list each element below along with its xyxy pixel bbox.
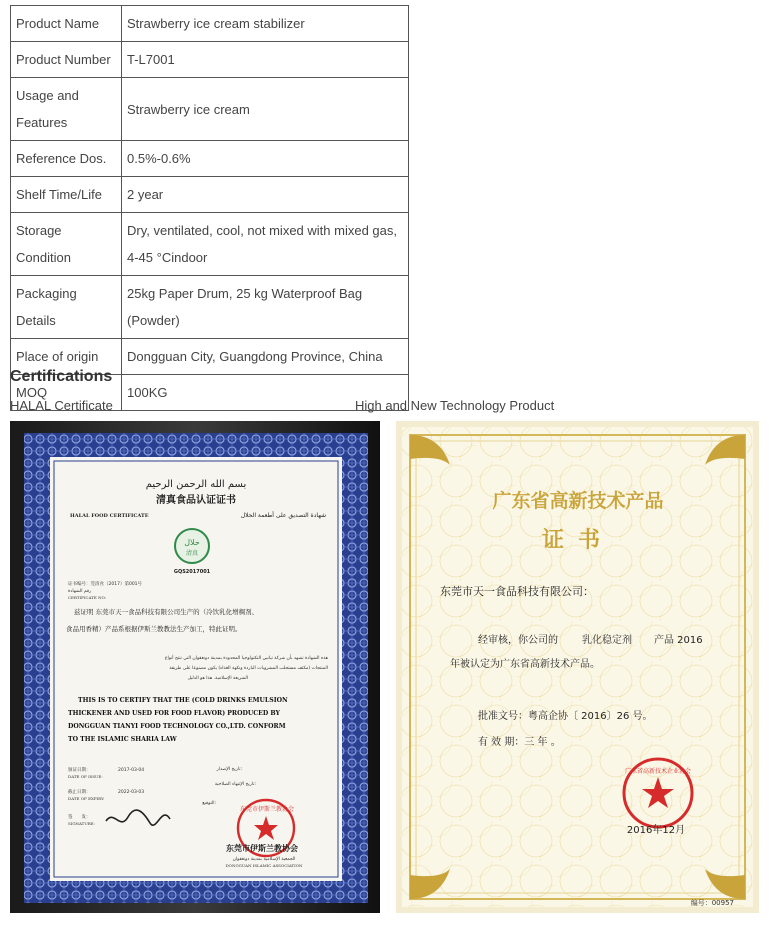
spec-row (11, 42, 409, 78)
halal-certificate-label: HALAL Certificate (10, 398, 113, 413)
svg-text:清真: 清真 (185, 550, 199, 557)
svg-text:东莞市天一食品科技有限公司：: 东莞市天一食品科技有限公司： (440, 585, 594, 598)
svg-text:签 发：: 签 发： (68, 815, 91, 820)
svg-text:产品 2016: 产品 2016 (654, 635, 703, 646)
svg-text:颁证日期：: 颁证日期： (68, 768, 91, 773)
high-tech-certificate-image[interactable] (396, 421, 759, 913)
spec-row (11, 78, 409, 141)
spec-row (11, 276, 409, 339)
svg-text:SIGNATURE:: SIGNATURE: (68, 821, 96, 826)
svg-text:东莞市伊斯兰教协会: 东莞市伊斯兰教协会 (239, 806, 295, 813)
svg-text:有 效 期：三 年 。: 有 效 期：三 年 。 (478, 737, 561, 748)
spec-value: 25kg Paper Drum, 25 kg Waterproof Bag (Powder) (122, 276, 409, 339)
high-tech-certificate-label: High and New Technology Product (355, 398, 555, 413)
svg-text:DATE OF ISSUE:: DATE OF ISSUE: (68, 774, 103, 779)
svg-text:الشريعة الإسلامية. هذا هو الدل: الشريعة الإسلامية. هذا هو الدليل (187, 676, 248, 681)
svg-text:年被认定为广东省高新技术产品。: 年被认定为广东省高新技术产品。 (450, 659, 600, 670)
spec-key: Storage Condition (11, 213, 122, 276)
spec-key: Reference Dos. (11, 141, 122, 177)
svg-text:هذه الشهادة تشهد بأن شركة تيان: هذه الشهادة تشهد بأن شركة تيانيي التكنولوجيا المحدودة بمدينة دونغقوان التي تنتج أنواع (164, 656, 328, 661)
svg-text:证书: 证书 (541, 527, 615, 553)
spec-row (11, 141, 409, 177)
svg-text:DONGGUAN TIANYI FOOD TECHNOLOG: DONGGUAN TIANYI FOOD TECHNOLOGY CO.,LTD. CONFORM (68, 723, 286, 730)
svg-text:DATE OF EXPIRY:: DATE OF EXPIRY: (68, 796, 105, 801)
svg-text:编号：00957: 编号：00957 (690, 899, 734, 907)
svg-text:2017-03-04: 2017-03-04 (118, 768, 145, 773)
svg-text:广东省高新技术产品: 广东省高新技术产品 (492, 490, 664, 512)
svg-text:东莞市伊斯兰教协会: 东莞市伊斯兰教协会 (226, 844, 298, 853)
svg-text:التوقيع:: التوقيع: (202, 801, 216, 806)
svg-text:رقم الشهادة: رقم الشهادة (68, 589, 92, 594)
spec-key: Usage and Features (11, 78, 122, 141)
svg-text:兹证明 东莞市天一食品科技有限公司生产的（冷饮乳化增稠剂、: 兹证明 东莞市天一食品科技有限公司生产的（冷饮乳化增稠剂、 (74, 608, 259, 616)
svg-text:THICKENER AND USED FOR FOOD FL: THICKENER AND USED FOR FOOD FLAVOR) PRODUCED BY (68, 710, 280, 717)
svg-text:THIS IS TO CERTIFY THAT THE (C: THIS IS TO CERTIFY THAT THE (COLD DRINKS EMULSION (78, 697, 288, 704)
spec-value: T-L7001 (122, 42, 409, 78)
svg-text:CERTIFICATE NO:: CERTIFICATE NO: (68, 595, 107, 600)
spec-row (11, 177, 409, 213)
svg-text:2022-03-03: 2022-03-03 (118, 790, 145, 795)
spec-key: Product Name (11, 6, 122, 42)
spec-value: 100KG (122, 375, 409, 411)
svg-text:تاريخ الإصدار:: تاريخ الإصدار: (216, 767, 242, 772)
spec-value: Dry, ventilated, cool, not mixed with mixed gas, 4-45 °Cindoor (122, 213, 409, 276)
svg-text:证书编号：莞清食（2017）第001号: 证书编号：莞清食（2017）第001号 (68, 582, 143, 587)
svg-text:广东省高新技术企业协会: 广东省高新技术企业协会 (624, 768, 692, 775)
svg-text:الجمعية الإسلامية بمدينة دونغق: الجمعية الإسلامية بمدينة دونغقوان (232, 857, 296, 862)
spec-value: Dongguan City, Guangdong Province, China (122, 339, 409, 375)
svg-text:截止日期：: 截止日期： (68, 790, 91, 795)
halal-certificate-image[interactable] (10, 421, 380, 913)
spec-value: 2 year (122, 177, 409, 213)
spec-key: Product Number (11, 42, 122, 78)
halal-cn-title: 清真食品认证证书 (156, 495, 236, 506)
spec-row (11, 213, 409, 276)
svg-text:حلال: حلال (184, 538, 200, 547)
spec-key: Place of origin (11, 339, 122, 375)
svg-text:GQS2017001: GQS2017001 (173, 569, 211, 575)
arabic-basmala: بسم الله الرحمن الرحيم (145, 479, 247, 490)
svg-text:تاريخ الإنتهاء الصلاحية:: تاريخ الإنتهاء الصلاحية: (214, 782, 256, 787)
svg-text:食品用香精）产品系根据伊斯兰教教法生产加工，特此证明。: 食品用香精）产品系根据伊斯兰教教法生产加工，特此证明。 (66, 625, 242, 633)
spec-key: Packaging Details (11, 276, 122, 339)
svg-text:乳化稳定剂: 乳化稳定剂 (582, 635, 632, 646)
halal-en-title: HALAL FOOD CERTIFICATE (70, 513, 149, 519)
spec-value: Strawberry ice cream stabilizer (122, 6, 409, 42)
svg-text:经审核，你公司的: 经审核，你公司的 (478, 635, 558, 646)
spec-value: 0.5%-0.6% (122, 141, 409, 177)
spec-key: Shelf Time/Life (11, 177, 122, 213)
svg-text:2016年12月: 2016年12月 (626, 825, 686, 836)
svg-text:DONGGUAN ISLAMIC ASSOCIATION: DONGGUAN ISLAMIC ASSOCIATION (225, 863, 303, 868)
svg-text:TO THE ISLAMIC SHARIA LAW: TO THE ISLAMIC SHARIA LAW (68, 736, 177, 743)
product-spec-table (10, 5, 409, 411)
spec-value: Strawberry ice cream (122, 78, 409, 141)
svg-text:المنتجات (مكثف مستحلب المشروبا: المنتجات (مكثف مستحلب المشروبات الباردة ونكهة الغذاء) يكون مصنوعا على طريقة (169, 666, 328, 671)
spec-row (11, 6, 409, 42)
spec-key: MOQ (11, 375, 122, 411)
section-title: Certifications (10, 368, 113, 385)
halal-arabic-title: شهادة التصديق على أطعمة الحلال (240, 512, 326, 519)
svg-text:批准文号：粤高企协〔 2016〕26 号。: 批准文号：粤高企协〔 2016〕26 号。 (478, 711, 653, 722)
